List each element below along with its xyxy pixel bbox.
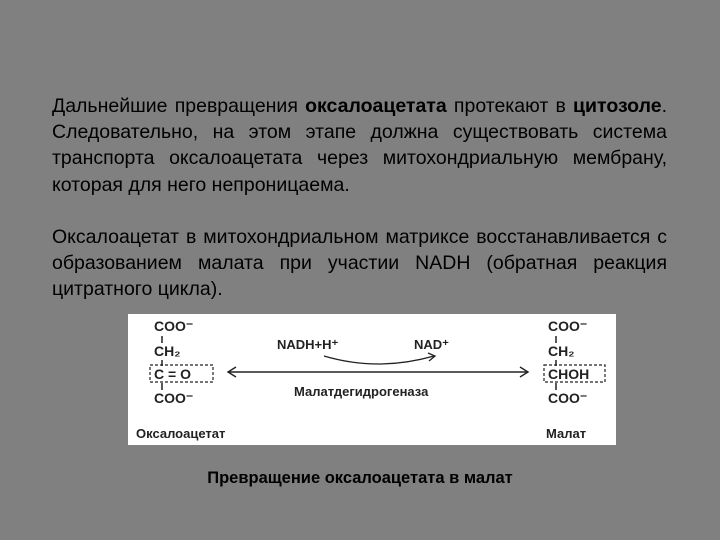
term-oxaloacetate: оксалоацетата — [305, 95, 447, 117]
text-segment: Дальнейшие превращения — [52, 95, 306, 117]
reaction-figure — [128, 314, 616, 445]
cofactor-arrow — [324, 356, 434, 364]
left-coo-bottom: COO⁻ — [154, 390, 194, 406]
figure-caption: Превращение оксалоацетата в малат — [207, 469, 513, 487]
oxaloacetate-label: Оксалоацетат — [136, 426, 226, 441]
right-chon: CHOH — [548, 366, 590, 382]
text-segment: протекают в — [446, 95, 574, 117]
enzyme-label: Малатдегидрогеназа — [294, 384, 429, 399]
right-coo-top: COO⁻ — [548, 318, 588, 334]
paragraph-cytosol-transport — [52, 93, 667, 198]
right-coo-bottom: COO⁻ — [548, 390, 588, 406]
malate-label: Малат — [546, 426, 587, 441]
text-segment: . Следовательно, на этом этапе должна существовать система транспорта оксалоацетата через митохондриальную мембрану, которая для него непроницаема. — [52, 95, 667, 196]
paragraph-malate-reduction: Оксалоацетат в митохондриальном матриксе восстанавливается с образованием малата при участии NADH (обратная реакция цитратного цикла). — [52, 226, 667, 301]
reaction-diagram — [128, 314, 616, 445]
left-ch2: CH₂ — [154, 343, 181, 359]
cofactor-nad: NAD⁺ — [414, 337, 450, 352]
term-cytosol: цитозоле — [573, 95, 662, 117]
left-carbonyl: C = O — [154, 366, 191, 382]
cofactor-nadh: NADH+H⁺ — [277, 337, 339, 352]
right-ch2: CH₂ — [548, 343, 575, 359]
left-coo-top: COO⁻ — [154, 318, 194, 334]
